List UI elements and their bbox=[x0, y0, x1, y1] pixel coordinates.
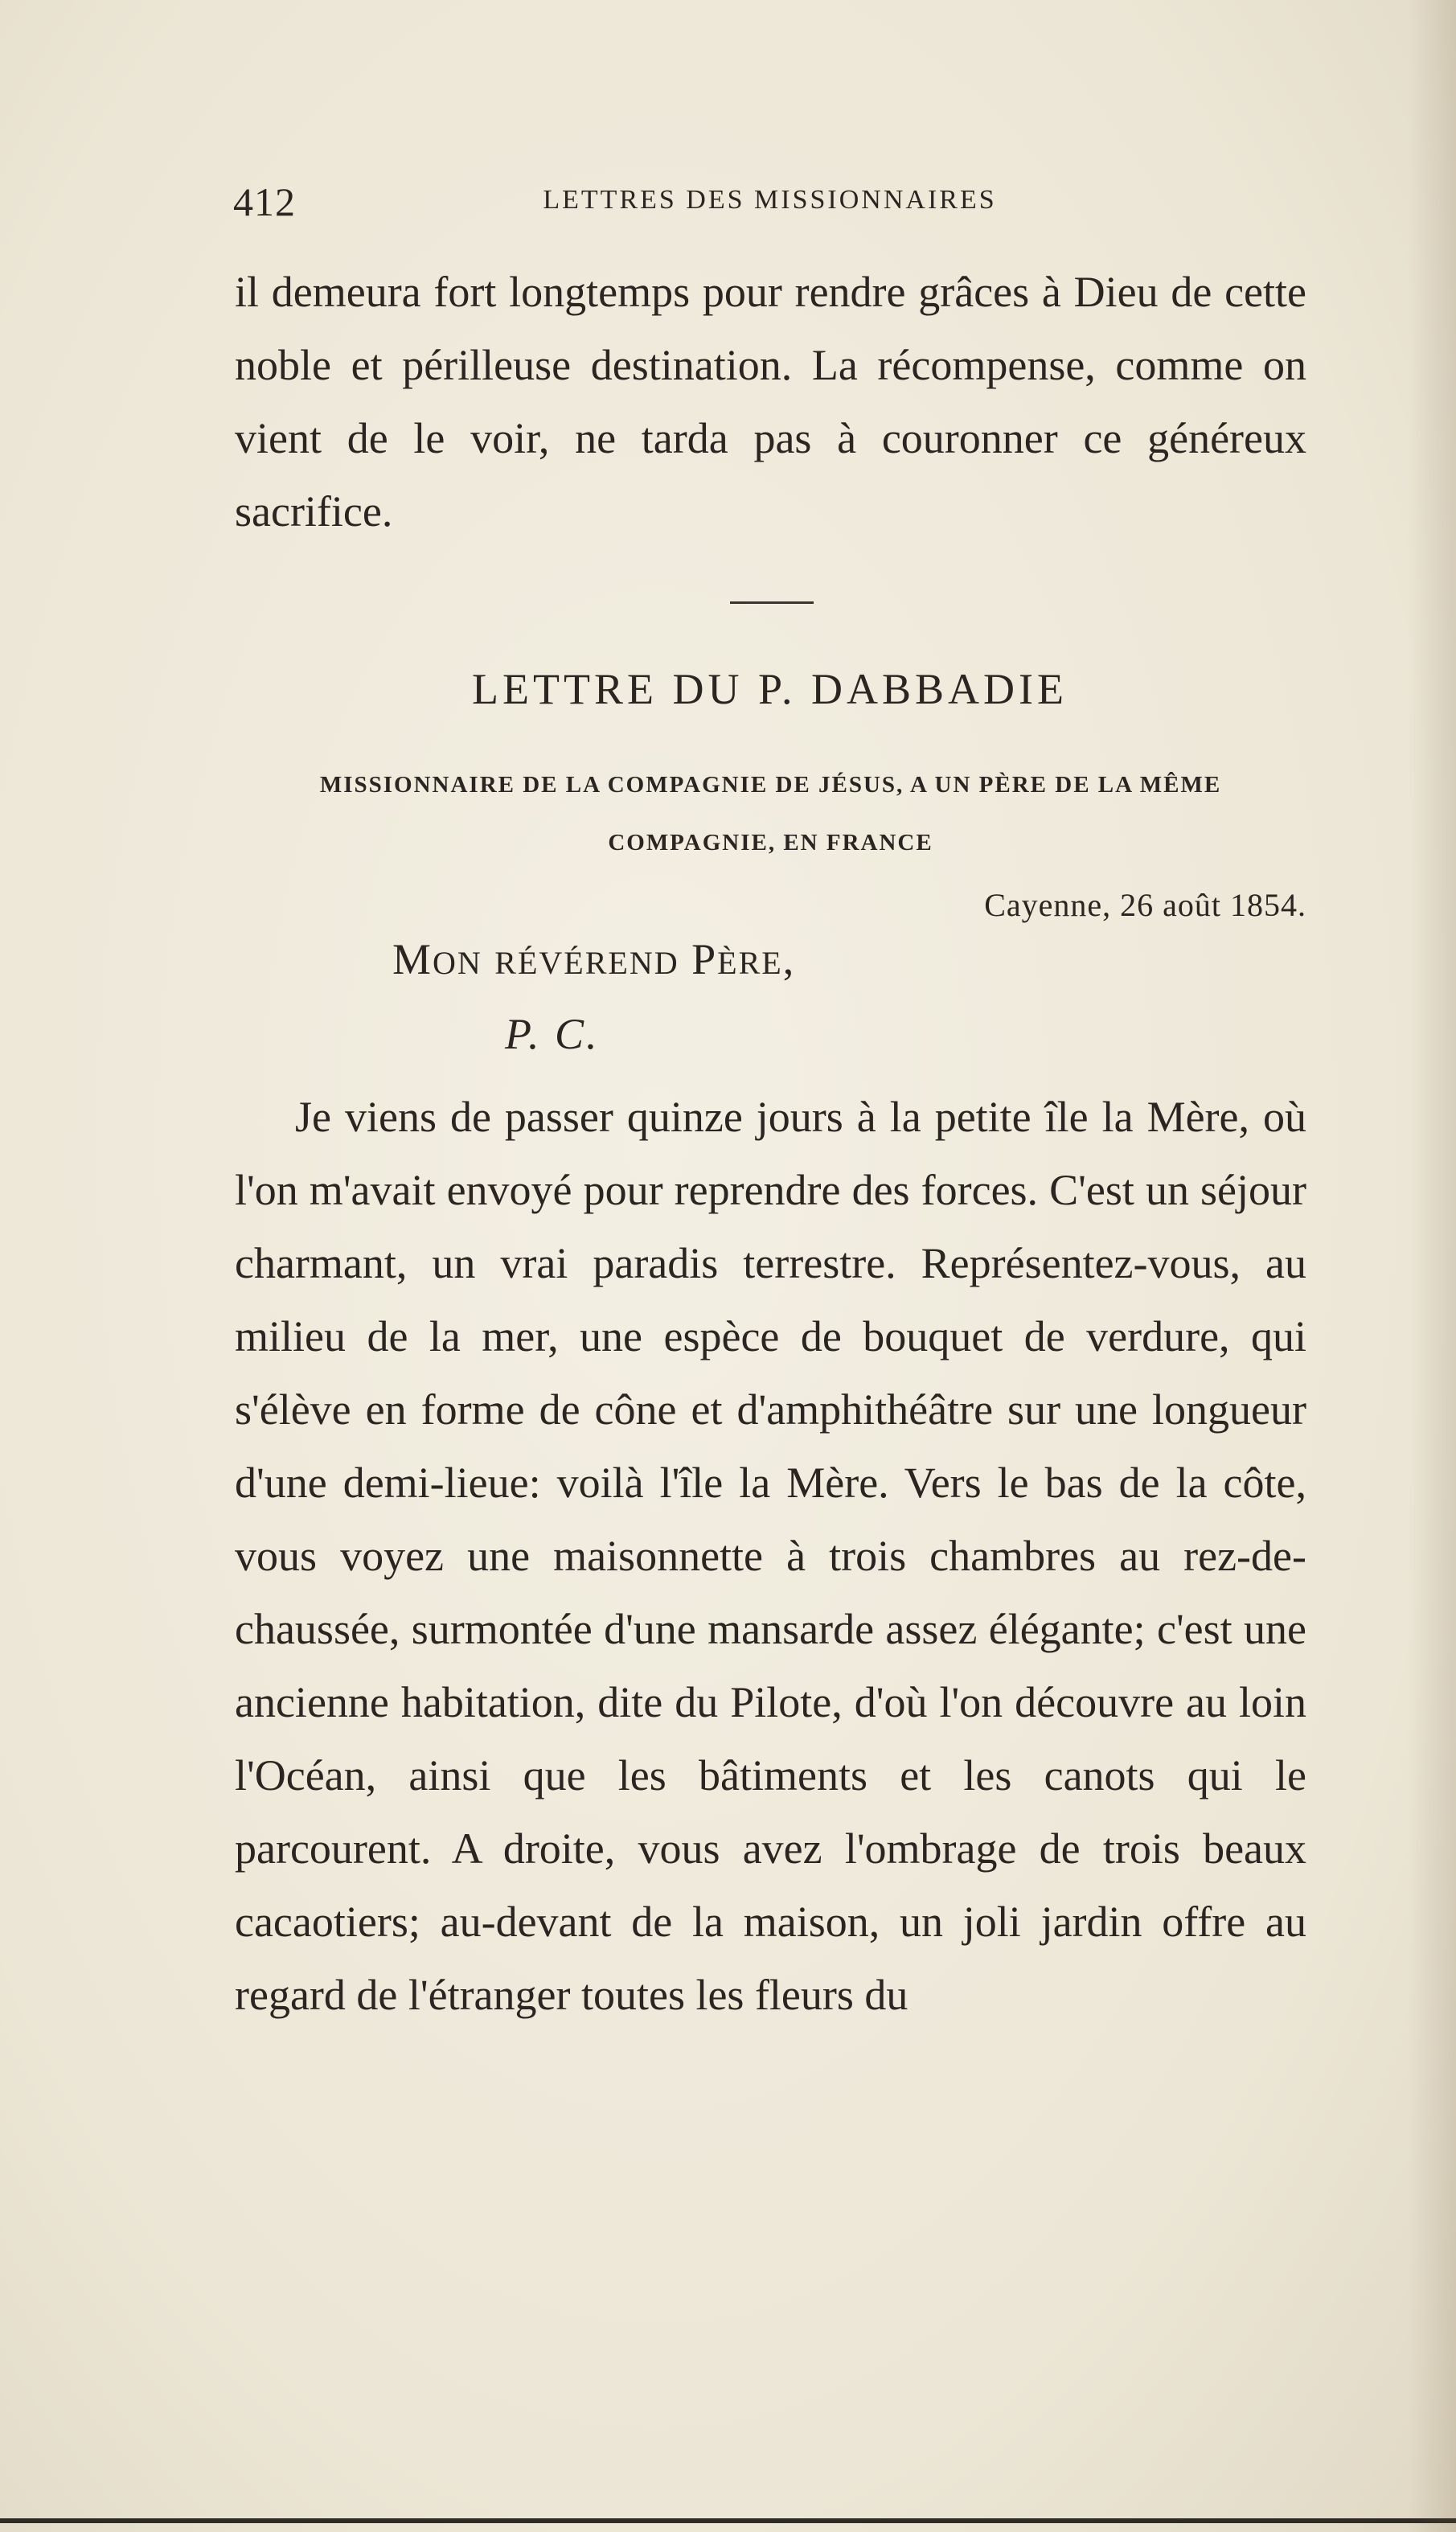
letter-body bbox=[235, 1081, 1306, 2032]
intro-paragraph bbox=[235, 256, 1306, 548]
salutation-rest-1: ON bbox=[433, 945, 482, 981]
salutation-initial-1: M bbox=[392, 935, 433, 983]
letter-dateline: Cayenne, 26 août 1854. bbox=[984, 887, 1306, 923]
salutation-word-2: RÉVÉREND bbox=[494, 945, 679, 981]
salutation-initial-3: P bbox=[691, 935, 718, 983]
letter-body-paragraph: Je viens de passer quinze jours à la petite île la Mère, où l'on m'avait envoyé pour reprendre des forces. C'est un séjour charmant, un vrai paradis terrestre. Représentez-vous, au milieu de la mer, une espèce de bouquet de verdure, qui s'élève en forme de cône et d'amphithéâtre sur une longueur d'une demi-lieue: voilà l'île la Mère. Vers le bas de la côte, vous voyez une maisonnette à trois chambres au rez-de-chaussée, surmontée d'une mansarde assez élégante; c'est une ancienne habitation, dite du Pilote, d'où l'on découvre au loin l'Océan, ainsi que les bâtiments et les canots qui le parcourent. A droite, vous avez l'ombrage de trois beaux cacaotiers; au-devant de la maison, un joli jardin offre au regard de l'étranger toutes les fleurs du bbox=[235, 1093, 1306, 2019]
page-number: 412 bbox=[233, 179, 296, 224]
section-divider bbox=[730, 601, 814, 604]
page-header bbox=[233, 179, 1306, 227]
letter-signoff: P. C. bbox=[505, 1010, 600, 1058]
salutation-rest-3: ÈRE bbox=[717, 945, 783, 981]
running-head: LETTRES DES MISSIONNAIRES bbox=[543, 185, 997, 215]
salutation-punct: , bbox=[782, 935, 796, 983]
page-bottom-edge bbox=[0, 2518, 1456, 2523]
letter-salutation bbox=[392, 934, 795, 984]
letter-title: LETTRE DU P. DABBADIE bbox=[472, 665, 1068, 713]
letter-subtitle: MISSIONNAIRE DE LA COMPAGNIE DE JÉSUS, A UN PÈRE DE LA MÊME COMPAGNIE, EN FRANCE bbox=[319, 772, 1222, 856]
intro-text: il demeura fort longtemps pour rendre grâces à Dieu de cette noble et périlleuse destination. La récompense, comme on vient de le voir, ne tarda pas à couronner ce généreux sacrifice. bbox=[235, 268, 1306, 536]
